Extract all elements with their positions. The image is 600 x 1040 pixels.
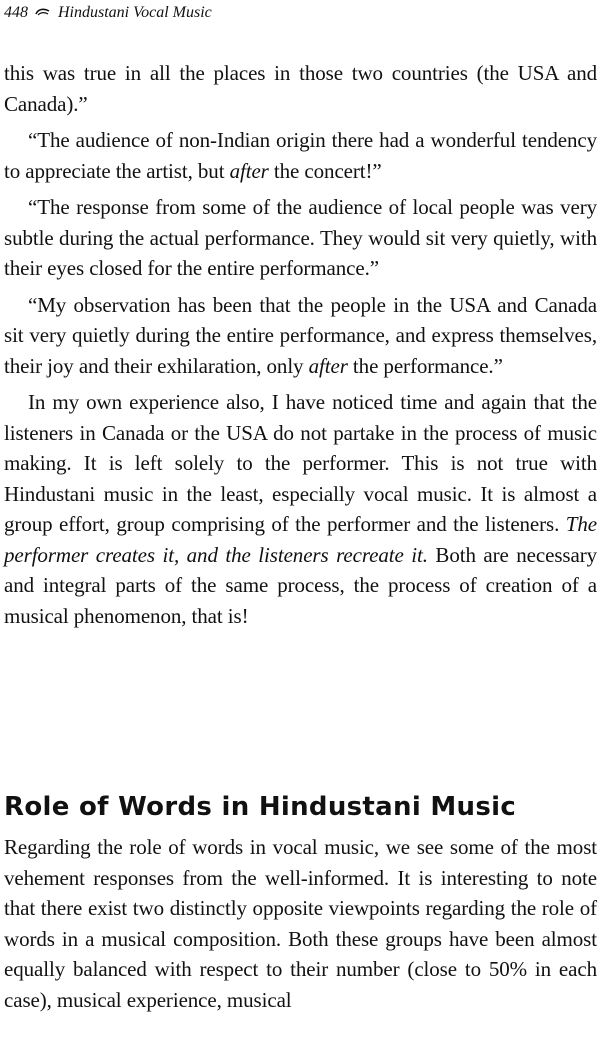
emphasis-text: after [308, 353, 348, 378]
paragraph [4, 125, 597, 186]
running-title: Hindustani Vocal Music [58, 4, 212, 21]
paragraph [4, 192, 597, 284]
text-segment: In my own experience also, I have noticed time and again that the listeners in Canada or the USA do not partake in the process of music making. It is left solely to the performer. This is not true with Hindustani music in the least, especially vocal music. It is almost a group effort, group comprising of the performer and the listeners. [4, 390, 597, 536]
emphasis-text: after [229, 158, 269, 183]
paragraph [4, 58, 597, 119]
text-segment: Both are necessary and integral parts of the same process, the process of creation of a musical phenomenon, that is! [4, 542, 597, 628]
text-segment: “My observation has been that the people in the USA and Canada sit very quietly during the entire performance, and express themselves, their joy and their exhilaration, only [4, 292, 597, 378]
text-segment: “The audience of non-Indian origin there had a wonderful tendency to appreciate the artist, but [4, 128, 597, 183]
text-segment: the performance.” [347, 353, 503, 378]
text-segment: “The response from some of the audience of local people was very subtle during the actual performance. They would sit very quietly, with their eyes closed for the entire performance.” [4, 195, 597, 280]
section-heading: Role of Words in Hindustani Music [4, 792, 517, 822]
paragraph: Regarding the role of words in vocal music, we see some of the most vehement responses from the well-informed. It is interesting to note that there exist two distinctly opposite viewpoints regarding the role of words in a musical composition. Both these groups have been almost equally balanced with respect to their number (close to 50% in each case), musical experience, musical [4, 835, 597, 1012]
text-segment: the concert!” [268, 158, 382, 183]
text-segment: this was true in all the places in those two countries (the USA and Canada).” [4, 61, 597, 116]
paragraph [4, 387, 597, 631]
curl-ornament-icon [34, 7, 52, 17]
paragraph [4, 290, 597, 382]
section-body [4, 832, 597, 1021]
emphasis-text: The performer creates it, and the listeners recreate it. [4, 512, 597, 567]
body-text [4, 58, 597, 637]
page-number: 448 [4, 4, 28, 21]
running-head [4, 3, 212, 23]
